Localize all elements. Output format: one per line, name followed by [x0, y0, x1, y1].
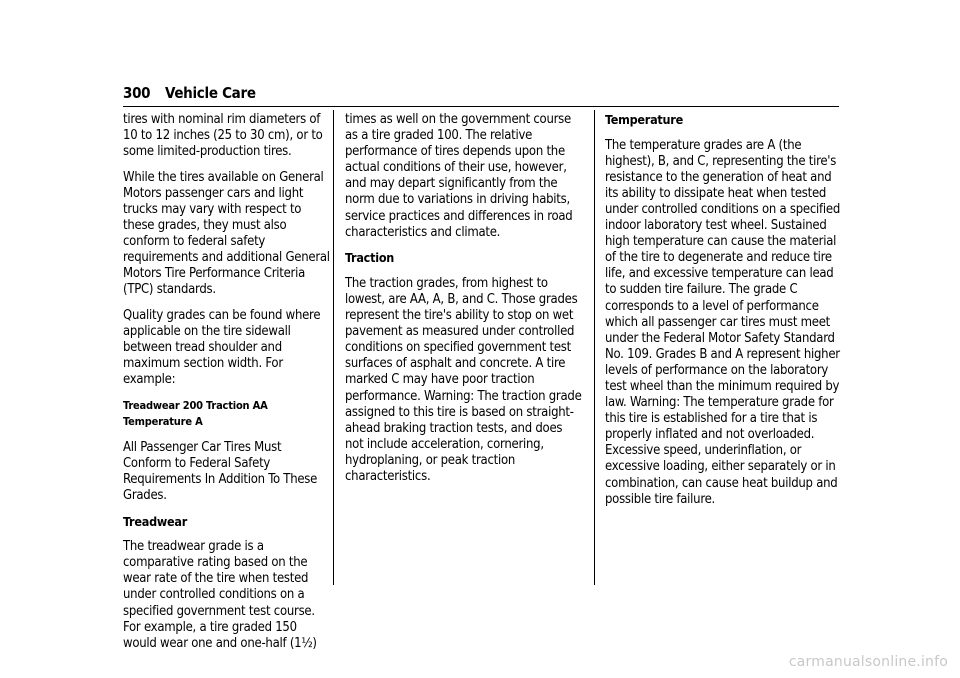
- paragraph-treadwear: The treadwear grade is a comparative rating based on the wear rate of the tire when tested under controlled conditions on a specified government test course. For example, a tire graded 150 would wear one and one-half (1½): [123, 539, 317, 651]
- paragraph-gm-tires: While the tires available on General Motors passenger cars and light trucks may vary with respect to these grades, they must also conform to federal safety requirements and additional General Motors Tire Performance Criteria (TPC) standards.: [123, 169, 330, 298]
- heading-traction: Traction: [345, 250, 395, 266]
- paragraph-rim-diameters: tires with nominal rim diameters of 10 to 12 inches (25 to 30 cm), or to some limited-production tires.: [123, 112, 323, 160]
- heading-temperature: Temperature: [605, 112, 683, 127]
- paragraph-treadwear-continued: times as well on the government course as a tire graded 100. The relative performance of tires depends upon the actual conditions of their use, however, and may depart significantly from the norm due to variations in driving habits, service practices and differences in road characteristics and climate.: [345, 112, 573, 240]
- column-divider-1: [333, 110, 334, 585]
- paragraph-traction: The traction grades, from highest to lowest, are AA, A, B, and C. Those grades represent the tire's ability to stop on wet pavement as measured under controlled conditions on specified government test surfaces of asphalt and concrete. A tire marked C may have poor traction performance. Warning: The traction grade assigned to this tire is based on straight-ahead braking traction tests, and does not include acceleration, cornering, hydroplaning, or peak traction characteristics.: [345, 275, 582, 484]
- text-column-2: [345, 112, 583, 495]
- page-header: [123, 82, 839, 107]
- paragraph-quality-grades: Quality grades can be found where applicable on the tire sidewall between tread shoulder and maximum section width. For example:: [123, 308, 321, 388]
- paragraph-conform-notice: All Passenger Car Tires Must Conform to Federal Safety Requirements In Addition To These Grades.: [123, 439, 318, 503]
- watermark: carmanualsonline.info: [788, 654, 948, 670]
- heading-treadwear: Treadwear: [123, 513, 188, 529]
- text-column-1: [123, 112, 333, 661]
- column-divider-2: [594, 110, 595, 585]
- page-number: 300: [123, 84, 151, 102]
- paragraph-temperature: The temperature grades are A (the highest), B, and C, representing the tire's resistance to the generation of heat and its ability to dissipate heat when tested under controlled conditions on a specified indoor laboratory test wheel. Sustained high temperature can cause the material of the tire to degenerate and reduce tire life, and excessive temperature can lead to sudden tire failure. The grade C corresponds to a level of performance which all passenger car tires must meet under the Federal Motor Safety Standard No. 109. Grades B and A represent higher levels of performance on the laboratory test wheel than the minimum required by law. Warning: The temperature grade for this tire is established for a tire that is properly inflated and not overloaded. Excessive speed, underinflation, or excessive loading, either separately or in combination, can cause heat buildup and possible tire failure.: [605, 137, 840, 507]
- grade-example: Treadwear 200 Traction AA Temperature A: [123, 399, 268, 429]
- text-column-3: [605, 112, 841, 517]
- section-title: Vehicle Care: [165, 84, 256, 102]
